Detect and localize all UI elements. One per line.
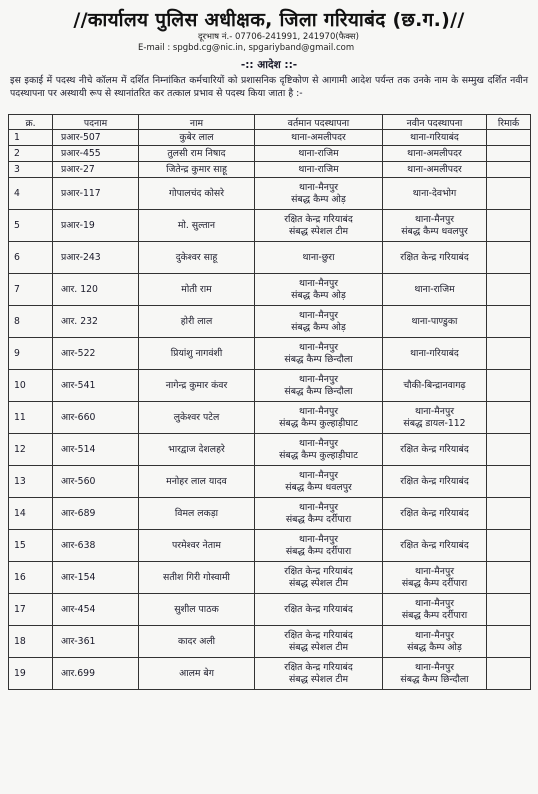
cell-new-posting-line-1: थाना-गरियाबंद <box>410 131 459 143</box>
cell-serial-no <box>9 370 53 402</box>
cell-remark <box>487 274 531 306</box>
cell-current-posting-line-1: थाना-मैनपुर <box>298 501 339 513</box>
cell-remark <box>487 178 531 210</box>
cell-current-posting <box>255 594 383 626</box>
cell-new-posting <box>383 562 487 594</box>
cell-post <box>53 210 139 242</box>
col-header-new-posting: नवीन पदस्थापना <box>383 115 487 130</box>
table-row <box>9 658 531 690</box>
cell-current-posting-line-1: थाना-मैनपुर <box>298 405 339 417</box>
cell-serial-no <box>9 626 53 658</box>
col-header-no: क्र. <box>9 115 53 130</box>
cell-post <box>53 466 139 498</box>
phone-line: दूरभाष नं.- 07706-241991, 241970(फैक्स) <box>198 32 359 42</box>
cell-new-posting <box>383 498 487 530</box>
col-header-remark: रिमार्क <box>487 115 531 130</box>
table-row <box>9 306 531 338</box>
cell-post-line-1: आर. 120 <box>61 283 98 295</box>
cell-remark <box>487 146 531 162</box>
cell-post-line-1: आर-689 <box>61 507 96 519</box>
cell-current-posting <box>255 658 383 690</box>
cell-new-posting-line-1: चौकी-बिन्द्रानवागढ़ <box>403 379 466 391</box>
cell-serial-no-line-1: 6 <box>14 251 20 263</box>
cell-remark <box>487 530 531 562</box>
cell-name-line-1: विमल लकड़ा <box>174 507 219 519</box>
cell-serial-no <box>9 498 53 530</box>
cell-post-line-1: आर.699 <box>61 667 96 679</box>
cell-current-posting-line-2: संबद्ध कैम्प ओड़ <box>291 193 346 205</box>
cell-new-posting-line-1: थाना-गरियाबंद <box>410 347 459 359</box>
cell-post <box>53 626 139 658</box>
email-line: E-mail : spgbd.cg@nic.in, spgariyband@gmail.com <box>138 43 355 53</box>
cell-name-line-1: लुकेश्वर पटेल <box>173 411 220 423</box>
cell-serial-no-line-1: 16 <box>14 571 26 583</box>
cell-serial-no <box>9 402 53 434</box>
cell-name <box>139 370 255 402</box>
cell-current-posting-line-1: रक्षित केन्द्र गरियाबंद <box>284 661 353 673</box>
cell-serial-no-line-1: 17 <box>14 603 26 615</box>
cell-current-posting-line-2: संबद्ध कैम्प छिन्दौला <box>284 353 353 365</box>
cell-post-line-1: आर-660 <box>61 411 96 423</box>
cell-current-posting-line-2: संबद्ध कैम्प दर्रीपारा <box>285 545 352 557</box>
cell-new-posting-line-1: रक्षित केन्द्र गरियाबंद <box>400 507 469 519</box>
cell-current-posting-line-1: रक्षित केन्द्र गरियाबंद <box>284 629 353 641</box>
cell-name-line-1: मनोहर लाल यादव <box>166 475 227 487</box>
cell-new-posting-line-1: थाना-राजिम <box>414 283 455 295</box>
cell-name-line-1: सुशील पाठक <box>174 603 219 615</box>
cell-current-posting <box>255 146 383 162</box>
cell-current-posting <box>255 242 383 274</box>
cell-new-posting <box>383 146 487 162</box>
table-row <box>9 498 531 530</box>
cell-remark <box>487 562 531 594</box>
cell-post-line-1: आर-514 <box>61 443 96 455</box>
cell-post-line-1: प्रआर-117 <box>61 187 101 199</box>
cell-new-posting-line-2: संबद्ध कैम्प छिन्दौला <box>400 673 469 685</box>
cell-new-posting-line-1: रक्षित केन्द्र गरियाबंद <box>400 251 469 263</box>
cell-new-posting <box>383 594 487 626</box>
cell-new-posting-line-1: रक्षित केन्द्र गरियाबंद <box>400 539 469 551</box>
table-row <box>9 178 531 210</box>
cell-serial-no <box>9 338 53 370</box>
cell-current-posting <box>255 562 383 594</box>
cell-name-line-1: नागेन्द्र कुमार कंवर <box>165 379 228 391</box>
cell-current-posting <box>255 210 383 242</box>
cell-remark <box>487 338 531 370</box>
cell-current-posting-line-1: थाना-मैनपुर <box>298 469 339 481</box>
cell-current-posting-line-1: थाना-अमलीपदर <box>291 131 346 143</box>
cell-serial-no <box>9 210 53 242</box>
cell-new-posting <box>383 626 487 658</box>
cell-name-line-1: दुकेश्वर साहू <box>175 251 218 263</box>
cell-name <box>139 338 255 370</box>
cell-current-posting <box>255 306 383 338</box>
cell-new-posting <box>383 466 487 498</box>
cell-new-posting-line-1: थाना-अमलीपदर <box>407 163 462 175</box>
cell-remark <box>487 306 531 338</box>
cell-remark <box>487 658 531 690</box>
table-row <box>9 530 531 562</box>
cell-name <box>139 146 255 162</box>
table-row <box>9 434 531 466</box>
cell-post <box>53 274 139 306</box>
cell-remark <box>487 626 531 658</box>
cell-new-posting <box>383 306 487 338</box>
cell-post-line-1: आर-638 <box>61 539 96 551</box>
cell-serial-no <box>9 306 53 338</box>
cell-current-posting-line-2: संबद्ध कैम्प दर्रीपारा <box>285 513 352 525</box>
cell-remark <box>487 498 531 530</box>
cell-name-line-1: भारद्वाज देशलहरे <box>168 443 225 455</box>
contact-block <box>8 32 530 54</box>
cell-serial-no-line-1: 8 <box>14 315 20 327</box>
cell-remark <box>487 594 531 626</box>
cell-current-posting-line-2: संबद्ध स्पेशल टीम <box>288 577 349 589</box>
cell-serial-no <box>9 530 53 562</box>
cell-remark <box>487 242 531 274</box>
cell-serial-no-line-1: 1 <box>14 131 20 143</box>
cell-post <box>53 594 139 626</box>
cell-current-posting-line-1: थाना-मैनपुर <box>298 533 339 545</box>
cell-name-line-1: जितेन्द्र कुमार साहू <box>166 163 227 175</box>
table-row <box>9 338 531 370</box>
cell-serial-no <box>9 434 53 466</box>
table-row <box>9 162 531 178</box>
cell-name <box>139 402 255 434</box>
cell-current-posting-line-1: थाना-मैनपुर <box>298 277 339 289</box>
cell-serial-no-line-1: 13 <box>14 475 26 487</box>
cell-name <box>139 162 255 178</box>
cell-name <box>139 562 255 594</box>
table-row <box>9 562 531 594</box>
cell-name-line-1: गोपालचंद कोसरे <box>168 187 225 199</box>
cell-name <box>139 178 255 210</box>
cell-post-line-1: आर-154 <box>61 571 96 583</box>
cell-remark <box>487 162 531 178</box>
cell-remark <box>487 370 531 402</box>
cell-current-posting <box>255 178 383 210</box>
cell-serial-no-line-1: 11 <box>14 411 26 423</box>
cell-serial-no-line-1: 18 <box>14 635 26 647</box>
cell-new-posting-line-2: संबद्ध डायल-112 <box>403 417 466 429</box>
cell-name <box>139 434 255 466</box>
cell-current-posting <box>255 402 383 434</box>
cell-current-posting <box>255 498 383 530</box>
col-header-post: पदनाम <box>53 115 139 130</box>
table-row <box>9 274 531 306</box>
cell-current-posting-line-1: थाना-राजिम <box>298 147 339 159</box>
cell-name <box>139 210 255 242</box>
cell-current-posting <box>255 434 383 466</box>
cell-post <box>53 562 139 594</box>
cell-current-posting-line-2: संबद्ध कैम्प ओड़ <box>291 321 346 333</box>
cell-name <box>139 498 255 530</box>
cell-serial-no-line-1: 3 <box>14 163 20 175</box>
cell-serial-no-line-1: 19 <box>14 667 26 679</box>
cell-post-line-1: प्रआर-19 <box>61 219 95 231</box>
cell-serial-no <box>9 594 53 626</box>
cell-current-posting-line-2: संबद्ध स्पेशल टीम <box>288 673 349 685</box>
cell-new-posting <box>383 210 487 242</box>
cell-remark <box>487 466 531 498</box>
cell-current-posting-line-1: रक्षित केन्द्र गरियाबंद <box>284 213 353 225</box>
table-row <box>9 466 531 498</box>
cell-current-posting-line-1: थाना-मैनपुर <box>298 181 339 193</box>
cell-current-posting-line-1: थाना-मैनपुर <box>298 309 339 321</box>
cell-new-posting-line-1: थाना-मैनपुर <box>414 213 455 225</box>
cell-post <box>53 402 139 434</box>
cell-name <box>139 274 255 306</box>
cell-post <box>53 242 139 274</box>
cell-new-posting <box>383 658 487 690</box>
cell-new-posting <box>383 274 487 306</box>
cell-post-line-1: प्रआर-243 <box>61 251 101 263</box>
cell-current-posting-line-2: संबद्ध कैम्प ओड़ <box>291 289 346 301</box>
cell-remark <box>487 434 531 466</box>
cell-new-posting-line-2: संबद्ध कैम्प दर्रीपारा <box>401 577 468 589</box>
table-row <box>9 402 531 434</box>
cell-current-posting-line-1: थाना-मैनपुर <box>298 373 339 385</box>
cell-current-posting-line-1: थाना-छुरा <box>302 251 335 263</box>
cell-current-posting-line-1: थाना-राजिम <box>298 163 339 175</box>
cell-name <box>139 130 255 146</box>
cell-name-line-1: कादर अली <box>177 635 216 647</box>
cell-new-posting <box>383 530 487 562</box>
cell-serial-no <box>9 146 53 162</box>
table-row <box>9 210 531 242</box>
table-row <box>9 626 531 658</box>
col-header-current-posting: वर्तमान पदस्थापना <box>255 115 383 130</box>
cell-new-posting <box>383 130 487 146</box>
cell-current-posting-line-1: रक्षित केन्द्र गरियाबंद <box>284 565 353 577</box>
cell-new-posting-line-1: थाना-मैनपुर <box>414 565 455 577</box>
cell-new-posting <box>383 338 487 370</box>
cell-post <box>53 162 139 178</box>
cell-new-posting-line-1: थाना-अमलीपदर <box>407 147 462 159</box>
cell-remark <box>487 130 531 146</box>
cell-name-line-1: परमेश्वर नेताम <box>172 539 221 551</box>
cell-post <box>53 306 139 338</box>
cell-current-posting <box>255 530 383 562</box>
cell-post <box>53 130 139 146</box>
transfer-table <box>8 114 531 690</box>
cell-name <box>139 658 255 690</box>
cell-current-posting-line-2: संबद्ध कैम्प कुल्हाड़ीघाट <box>279 417 358 429</box>
cell-serial-no-line-1: 7 <box>14 283 20 295</box>
cell-current-posting <box>255 274 383 306</box>
cell-current-posting-line-2: संबद्ध कैम्प छिन्दौला <box>284 385 353 397</box>
cell-current-posting-line-2: संबद्ध स्पेशल टीम <box>288 641 349 653</box>
cell-name-line-1: मो. सुल्तान <box>177 219 216 231</box>
cell-post <box>53 370 139 402</box>
cell-post-line-1: आर-541 <box>61 379 96 391</box>
cell-serial-no <box>9 466 53 498</box>
cell-post-line-1: प्रआर-507 <box>61 131 101 143</box>
table-row <box>9 130 531 146</box>
cell-current-posting <box>255 626 383 658</box>
col-header-name: नाम <box>139 115 255 130</box>
cell-serial-no <box>9 130 53 146</box>
cell-name <box>139 242 255 274</box>
cell-new-posting-line-2: संबद्ध कैम्प धवलपुर <box>401 225 468 237</box>
cell-post-line-1: प्रआर-27 <box>61 163 95 175</box>
cell-current-posting-line-2: संबद्ध स्पेशल टीम <box>288 225 349 237</box>
table-row <box>9 594 531 626</box>
cell-name-line-1: आलम बेग <box>179 667 214 679</box>
order-text: इस इकाई में पदस्थ नीचे कॉलम में दर्शित निम्नांकित कर्मचारियों को प्रशासनिक दृष्टिकोण से आगामी आदेश पर्यन्त तक उनके नाम के सम्मुख दर्शित नवीन पदस्थापना पर अस्थायी रूप से स्थानांतरित कर तत्काल प्रभाव से पदस्थ किया जाता है :- <box>10 75 528 99</box>
cell-remark <box>487 210 531 242</box>
cell-serial-no-line-1: 14 <box>14 507 26 519</box>
cell-new-posting-line-2: संबद्ध कैम्प दर्रीपारा <box>401 609 468 621</box>
cell-new-posting-line-2: संबद्ध कैम्प ओड़ <box>407 641 462 653</box>
table-header-row <box>9 115 531 130</box>
table-row <box>9 242 531 274</box>
cell-name-line-1: कुबेर लाल <box>179 131 214 143</box>
cell-current-posting <box>255 370 383 402</box>
cell-serial-no <box>9 274 53 306</box>
cell-serial-no-line-1: 10 <box>14 379 26 391</box>
cell-serial-no <box>9 178 53 210</box>
cell-post-line-1: आर-454 <box>61 603 96 615</box>
cell-name-line-1: होरी लाल <box>180 315 213 327</box>
cell-serial-no-line-1: 9 <box>14 347 20 359</box>
cell-serial-no <box>9 242 53 274</box>
cell-name <box>139 306 255 338</box>
cell-name <box>139 594 255 626</box>
cell-post <box>53 338 139 370</box>
cell-name-line-1: प्रियांशु नागवंशी <box>170 347 223 359</box>
cell-new-posting-line-1: थाना-मैनपुर <box>414 405 455 417</box>
table-row <box>9 370 531 402</box>
cell-new-posting-line-1: थाना-मैनपुर <box>414 629 455 641</box>
cell-current-posting <box>255 466 383 498</box>
cell-name <box>139 466 255 498</box>
cell-name <box>139 626 255 658</box>
cell-serial-no-line-1: 5 <box>14 219 20 231</box>
cell-post <box>53 146 139 162</box>
cell-post-line-1: आर-361 <box>61 635 96 647</box>
cell-post <box>53 434 139 466</box>
cell-serial-no-line-1: 2 <box>14 147 20 159</box>
cell-post <box>53 530 139 562</box>
cell-new-posting <box>383 434 487 466</box>
office-title: //कार्यालय पुलिस अधीक्षक, जिला गरियाबंद (छ.ग.)// <box>73 9 465 31</box>
cell-current-posting <box>255 130 383 146</box>
cell-post-line-1: आर-560 <box>61 475 96 487</box>
cell-post-line-1: आर-522 <box>61 347 96 359</box>
cell-new-posting-line-1: रक्षित केन्द्र गरियाबंद <box>400 443 469 455</box>
cell-current-posting <box>255 338 383 370</box>
cell-new-posting <box>383 242 487 274</box>
cell-name-line-1: मोती राम <box>181 283 212 295</box>
cell-new-posting <box>383 178 487 210</box>
cell-current-posting-line-2: संबद्ध कैम्प कुल्हाड़ीघाट <box>279 449 358 461</box>
cell-serial-no-line-1: 12 <box>14 443 26 455</box>
cell-new-posting-line-1: थाना-मैनपुर <box>414 661 455 673</box>
cell-new-posting <box>383 370 487 402</box>
cell-new-posting-line-1: थाना-मैनपुर <box>414 597 455 609</box>
cell-post <box>53 178 139 210</box>
cell-post-line-1: प्रआर-455 <box>61 147 101 159</box>
cell-current-posting-line-1: थाना-मैनपुर <box>298 341 339 353</box>
cell-post <box>53 658 139 690</box>
cell-current-posting-line-1: रक्षित केन्द्र गरियाबंद <box>284 603 353 615</box>
cell-name-line-1: सतीश गिरी गोस्वामी <box>163 571 230 583</box>
cell-serial-no-line-1: 4 <box>14 187 20 199</box>
cell-serial-no <box>9 562 53 594</box>
order-heading: -:: आदेश ::- <box>240 59 298 71</box>
cell-serial-no <box>9 162 53 178</box>
cell-post <box>53 498 139 530</box>
cell-new-posting <box>383 162 487 178</box>
cell-name <box>139 530 255 562</box>
cell-current-posting <box>255 162 383 178</box>
cell-serial-no-line-1: 15 <box>14 539 26 551</box>
table-row <box>9 146 531 162</box>
cell-new-posting-line-1: थाना-देवभोग <box>412 187 457 199</box>
cell-post-line-1: आर. 232 <box>61 315 98 327</box>
cell-current-posting-line-1: थाना-मैनपुर <box>298 437 339 449</box>
cell-new-posting-line-1: रक्षित केन्द्र गरियाबंद <box>400 475 469 487</box>
cell-current-posting-line-2: संबद्ध कैम्प धवलपुर <box>285 481 352 493</box>
cell-remark <box>487 402 531 434</box>
cell-name-line-1: तुलसी राम निषाद <box>167 147 226 159</box>
cell-new-posting <box>383 402 487 434</box>
cell-serial-no <box>9 658 53 690</box>
cell-new-posting-line-1: थाना-पाण्डुका <box>411 315 458 327</box>
